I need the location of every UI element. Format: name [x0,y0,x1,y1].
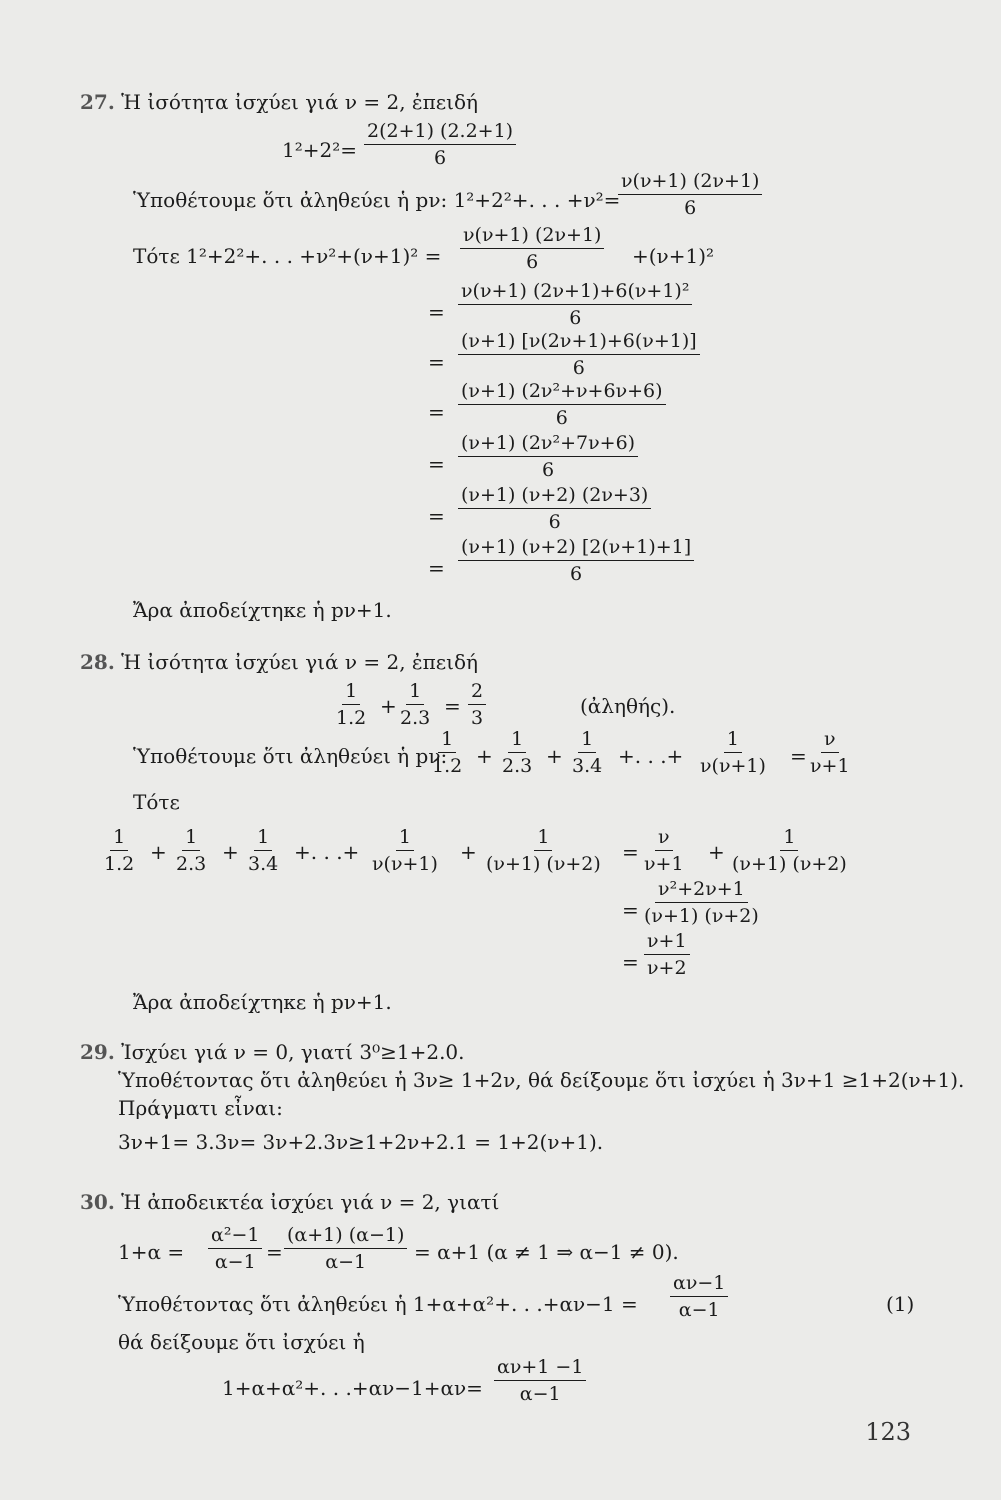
plus-sign: + [460,840,477,864]
problem-29-line-1 [80,1040,465,1064]
base-fraction-2 [400,680,430,729]
equals-sign: = [266,1240,283,1264]
step5-fraction [458,432,638,481]
problem-29-line-2: Ὑποθέτοντας ὅτι ἀληθεύει ἡ 3ν≥ 1+2ν, θά δείξουμε ὅτι ἰσχύει ἡ 3ν+1 ≥1+2(ν+1). [118,1068,965,1092]
numerator: ν(ν+1) (2ν+1) [618,170,762,195]
intro-text: Ἡ ἰσότητα ἰσχύει γιά ν = 2, ἐπειδή [121,90,479,114]
equation-tag: (1) [886,1292,915,1316]
numerator: 2 [468,680,486,705]
step4-fraction [458,380,666,429]
numerator: 1 [724,728,742,753]
denominator: (ν+1) (ν+2) [732,853,847,875]
numerator: 1 [534,826,552,851]
plus-sign: + [150,840,167,864]
problem-30-intro [80,1190,499,1214]
result-fraction-3 [644,878,759,927]
numerator: αν−1 [670,1272,728,1297]
sum-fraction-2 [176,826,206,875]
denominator: (ν+1) (ν+2) [644,905,759,927]
denominator: 6 [684,197,697,219]
show-text: θά δείξουμε ὅτι ἰσχύει ἡ [118,1330,365,1354]
denominator: 3.4 [248,853,279,875]
numerator: 1 [396,826,414,851]
step6-fraction [458,484,651,533]
denominator: 3.4 [572,755,603,777]
numerator: 1 [254,826,272,851]
numerator: ν(ν+1) (2ν+1)+6(ν+1)² [458,280,692,305]
denominator: α−1 [325,1251,367,1273]
numerator: (ν+1) (ν+2) [2(ν+1)+1] [458,536,694,561]
denominator: 1.2 [432,755,463,777]
goal-lhs: 1+α+α²+. . .+αν−1+αν= [222,1376,483,1400]
numerator: ν²+2ν+1 [655,878,748,903]
equals-sign: = [428,556,445,580]
problem-27-conclusion: Ἄρα ἀποδείχτηκε ἡ pν+1. [133,598,392,622]
problem-number: 30. [80,1190,115,1214]
base-fraction-1 [336,680,366,729]
hypothesis-text: Ὑποθέτουμε ὅτι ἀληθεύει ἡ pν: 1²+2²+. . . +ν²= [133,188,621,212]
then-text: Τότε 1²+2²+. . . +ν²+(ν+1)² = [133,244,442,268]
denominator: 1.2 [336,707,367,729]
problem-29-line-3: Πράγματι εἶναι: [118,1096,283,1120]
base-fraction-2 [284,1224,407,1273]
problem-29-line-4: 3ν+1= 3.3ν= 3ν+2.3ν≥1+2ν+2.1 = 1+2(ν+1). [118,1130,604,1154]
step7-fraction [458,536,694,585]
step1-tail: +(ν+1)² [632,244,715,268]
denominator: α−1 [519,1383,561,1405]
denominator: ν+2 [647,957,687,979]
ellipsis-plus: +. . .+ [294,840,360,864]
hypothesis-text: Ὑποθέτοντας ὅτι ἀληθεύει ἡ 1+α+α²+. . .+αν−1 = [118,1292,638,1316]
hypothesis-fraction [670,1272,728,1321]
hyp-fraction-2 [502,728,532,777]
denominator: α−1 [678,1299,720,1321]
step3-fraction [458,330,700,379]
sum-fraction-next [486,826,601,875]
equals-sign: = [622,840,639,864]
equals-sign: = [428,350,445,374]
page-number: 123 [865,1418,911,1446]
equals-sign: = [622,950,639,974]
denominator: 6 [570,563,583,585]
base-fraction [364,120,516,169]
sum-fraction-3 [248,826,278,875]
plus-sign: + [222,840,239,864]
result-fraction-4 [644,930,690,979]
numerator: (ν+1) (ν+2) (2ν+3) [458,484,651,509]
intro-text: Ἡ ἀποδεικτέα ἰσχύει γιά ν = 2, γιατί [121,1190,500,1214]
equals-sign: = [428,504,445,528]
numerator: 2(2+1) (2.2+1) [364,120,516,145]
denominator: 6 [434,147,447,169]
denominator: ν+1 [810,755,850,777]
equals-sign: = [428,400,445,424]
denominator: 6 [526,251,539,273]
equals-sign: = [790,744,807,768]
denominator: ν(ν+1) [372,853,438,875]
equals-sign: = [428,452,445,476]
ellipsis-plus: +. . .+ [618,744,684,768]
numerator: 1 [508,728,526,753]
hypothesis-text: Ὑποθέτουμε ὅτι ἀληθεύει ἡ pν: [133,744,448,768]
plus-sign: + [476,744,493,768]
denominator: 1.2 [104,853,135,875]
sum-fraction-1 [104,826,134,875]
numerator: 1 [578,728,596,753]
base-fraction-1 [208,1224,262,1273]
plus-sign: + [708,840,725,864]
denominator: 6 [541,459,555,481]
denominator: ν+1 [644,853,684,875]
denominator: α−1 [214,1251,256,1273]
denominator: 6 [572,357,585,379]
denominator: 6 [569,307,582,329]
result-fraction-1 [644,826,684,875]
numerator: 1 [110,826,128,851]
equals-sign: = [444,694,461,718]
numerator: ν(ν+1) (2ν+1) [460,224,604,249]
line-text: Ἰσχύει γιά ν = 0, γιατί 3⁰≥1+2.0. [121,1040,465,1064]
denominator: ν(ν+1) [700,755,766,777]
hyp-fraction-1 [432,728,462,777]
problem-27-intro [80,90,478,114]
numerator: α²−1 [208,1224,262,1249]
then-text: Τότε [133,790,180,814]
intro-text: Ἡ ἰσότητα ἰσχύει γιά ν = 2, ἐπειδή [121,650,479,674]
problem-28-conclusion: Ἄρα ἀποδείχτηκε ἡ pν+1. [133,990,392,1014]
numerator: ν+1 [644,930,690,955]
numerator: 1 [406,680,424,705]
problem-number: 29. [80,1040,115,1064]
base-lhs: 1²+2²= [282,138,357,162]
denominator: 2.3 [502,755,533,777]
base-lhs: 1+α = [118,1240,185,1264]
step2-fraction [458,280,692,329]
base-fraction-3 [468,680,486,729]
numerator: 1 [342,680,360,705]
numerator: ν [655,826,673,851]
hypothesis-fraction [618,170,762,219]
denominator: 2.3 [176,853,207,875]
plus-sign: + [380,694,397,718]
step1-fraction [460,224,604,273]
hyp-result-fraction [810,728,850,777]
sum-fraction-n [372,826,438,875]
equals-sign: = [428,300,445,324]
true-label: (ἀληθής). [580,694,676,718]
denominator: (ν+1) (ν+2) [486,853,601,875]
numerator: ν [821,728,839,753]
numerator: 1 [182,826,200,851]
numerator: (α+1) (α−1) [284,1224,407,1249]
numerator: (ν+1) [ν(2ν+1)+6(ν+1)] [458,330,700,355]
problem-number: 28. [80,650,115,674]
goal-fraction [494,1356,586,1405]
plus-sign: + [546,744,563,768]
numerator: 1 [780,826,798,851]
problem-28-intro [80,650,478,674]
hyp-fraction-3 [572,728,602,777]
numerator: αν+1 −1 [494,1356,586,1381]
numerator: (ν+1) (2ν²+7ν+6) [458,432,638,457]
denominator: 3 [471,707,484,729]
hyp-fraction-n [700,728,766,777]
problem-number: 27. [80,90,115,114]
result-fraction-2 [732,826,847,875]
equals-sign: = [622,898,639,922]
denominator: 2.3 [400,707,431,729]
numerator: 1 [438,728,456,753]
denominator: 6 [555,407,568,429]
numerator: (ν+1) (2ν²+ν+6ν+6) [458,380,666,405]
denominator: 6 [548,511,561,533]
base-tail: = α+1 (α ≠ 1 ⇒ α−1 ≠ 0). [414,1240,679,1264]
